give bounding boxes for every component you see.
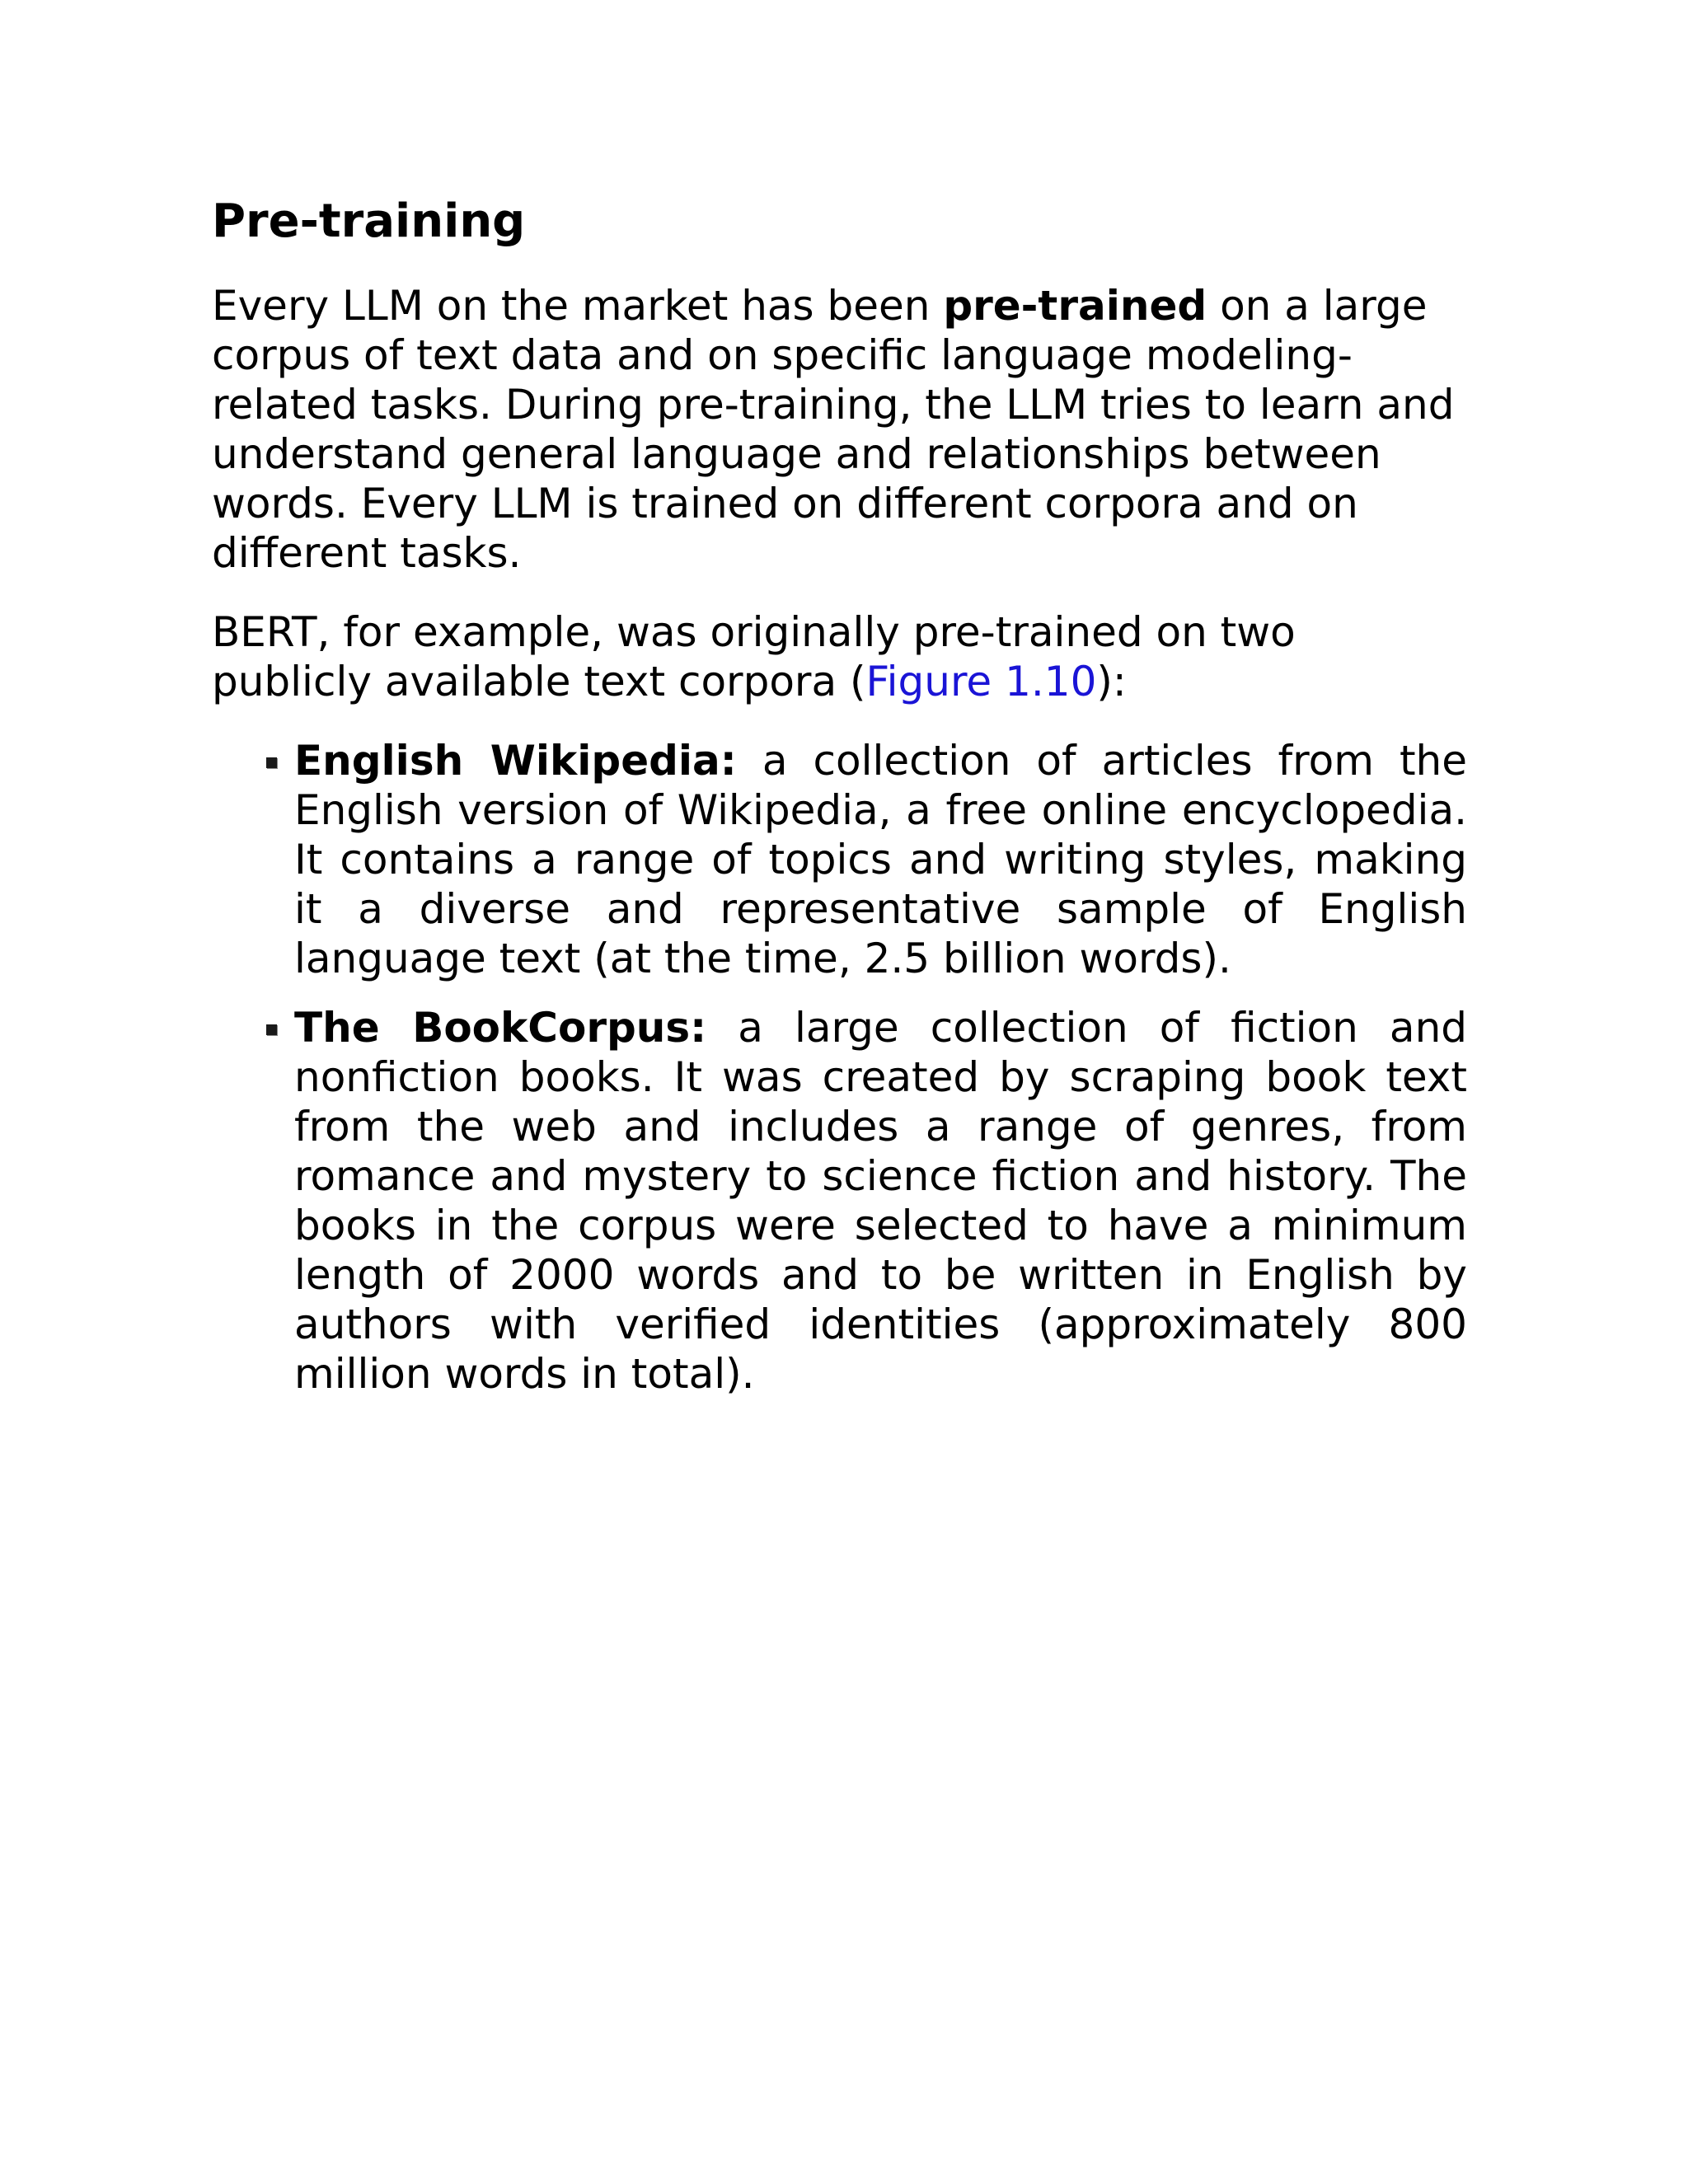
paragraph-bert <box>212 607 1467 706</box>
list-item-term: The BookCorpus: <box>294 1004 707 1052</box>
paragraph-text: ): <box>1096 658 1127 705</box>
bold-term-pretrained: pre-trained <box>943 282 1207 330</box>
paragraph-pretraining <box>212 281 1467 578</box>
list-item-text: a large collection of fiction and nonfiction books. It was created by scraping book text from the web and includes a range of genres, from romance and mystery to science fiction and history. The books in the corpus were selected to have a minimum length of 2000 words and to be written in English by authors with verified identities (approximately 800 million words in total). <box>294 1004 1467 1398</box>
paragraph-text: Every LLM on the market has been <box>212 282 944 330</box>
corpora-list <box>212 736 1467 1399</box>
list-item-term: English Wikipedia: <box>294 737 737 785</box>
figure-link[interactable]: Figure 1.10 <box>865 658 1097 705</box>
list-item <box>294 736 1467 983</box>
list-item-text: a collection of articles from the English version of Wikipedia, a free online encyclopedia. It contains a range of topics and writing styles, making it a diverse and representative sample of English language text (at the time, 2.5 billion words). <box>294 737 1467 982</box>
document-page <box>212 194 1467 1418</box>
paragraph-text: on a large corpus of text data and on specific language modeling-related tasks. During pre-training, the LLM tries to learn and understand general language and relationships between words. Every LLM is trained on different corpora and on different tasks. <box>212 282 1455 577</box>
list-item <box>294 1003 1467 1399</box>
square-bullet-icon <box>266 757 277 768</box>
square-bullet-icon <box>266 1024 277 1035</box>
section-heading: Pre-training <box>212 194 526 248</box>
paragraph-text: BERT, for example, was originally pre-trained on two publicly available text corpora ( <box>212 608 1296 705</box>
